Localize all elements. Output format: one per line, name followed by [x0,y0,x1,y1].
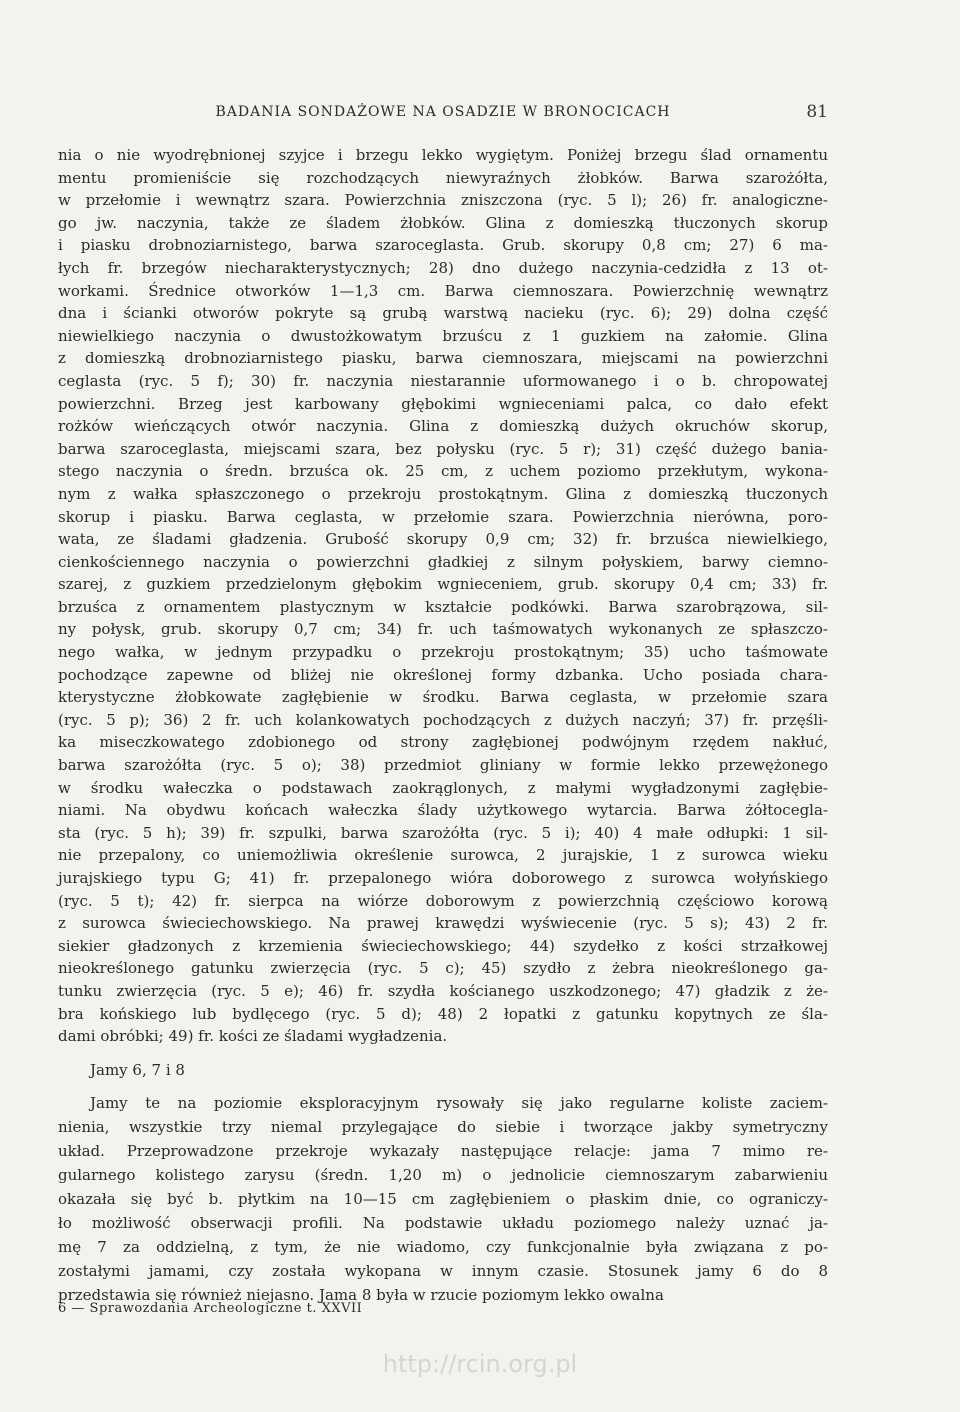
text-line: rożków wieńczących otwór naczynia. Glina z domieszką dużych okruchów skorup, [58,417,828,436]
page-number: 81 [806,102,828,122]
text-line: nia o nie wyodrębnionej szyjce i brzegu lekko wygiętym. Poniżej brzegu ślad ornamentu [58,146,828,164]
text-line: sta (ryc. 5 h); 39) fr. szpulki, barwa szarożółta (ryc. 5 i); 40) 4 małe odłupki: 1 sil- [58,823,828,842]
text-line: mę 7 za oddzielną, z tym, że nie wiadomo, czy funkcjonalnie była związana z po- [58,1238,828,1256]
text-line: ceglasta (ryc. 5 f); 30) fr. naczynia niestarannie uformowanego i o b. chropowatej [58,371,828,390]
text-line: nie przepalony, co uniemożliwia określenie surowca, 2 jurajskie, 1 z surowca wieku [58,846,828,865]
text-line: go jw. naczynia, także ze śladem żłobków. Glina z domieszką tłuczonych skorup [58,213,828,232]
text-line: dami obróbki; 49) fr. kości ze śladami wygładzenia. [58,1027,448,1046]
text-line: nym z wałka spłaszczonego o przekroju prostokątnym. Glina z domieszką tłuczonych [58,484,828,503]
text-line: dna i ścianki otworów pokryte są grubą warstwą nacieku (ryc. 6); 29) dolna część [58,304,828,323]
text-line: z domieszką drobnoziarnistego piasku, barwa ciemnoszara, miejscami na powierzchni [58,349,828,368]
text-line: mentu promieniście się rozchodzących niewyraźnych żłobków. Barwa szarożółta, [58,168,828,187]
text-line: ny połysk, grub. skorupy 0,7 cm; 34) fr. uch taśmowatych wykonanych ze spłaszczo- [58,620,828,639]
text-line: kterystyczne żłobkowate zagłębienie w środku. Barwa ceglasta, w przełomie szara [58,688,828,707]
text-line: niami. Na obydwu końcach wałeczka ślady użytkowego wytarcia. Barwa żółtocegla- [58,801,828,820]
text-line: barwa szarożółta (ryc. 5 o); 38) przedmiot gliniany w formie lekko przewężonego [58,756,828,775]
text-line: niewielkiego naczynia o dwustożkowatym brzuścu z 1 guzkiem na załomie. Glina [58,326,828,345]
text-line: w przełomie i wewnątrz szara. Powierzchnia zniszczona (ryc. 5 l); 26) fr. analogiczne- [58,191,828,210]
text-line: workami. Średnice otworków 1—1,3 cm. Barwa ciemnoszara. Powierzchnię wewnątrz [58,281,828,300]
body-text [58,144,828,1048]
text-line: ka miseczkowatego zdobionego od strony zagłębionej podwójnym rzędem nakłuć, [58,733,828,752]
footnote: 6 — Sprawozdania Archeologiczne t. XXVII [58,1301,363,1316]
text-line: (ryc. 5 p); 36) 2 fr. uch kolankowatych pochodzących z dużych naczyń; 37) fr. przęśli- [58,710,828,729]
text-line: pochodzące zapewne od bliżej nie określonej formy dzbanka. Ucho posiada chara- [58,665,828,684]
text-line: bra końskiego lub bydlęcego (ryc. 5 d); 48) 2 łopatki z gatunku kopytnych ze śla- [58,1004,828,1023]
text-line: okazała się być b. płytkim na 10—15 cm zagłębieniem o płaskim dnie, co ograniczy- [58,1190,828,1208]
text-line: Jamy te na poziomie eksploracyjnym rysowały się jako regularne koliste zaciem- [90,1094,828,1112]
text-line: jurajskiego typu G; 41) fr. przepalonego wióra doborowego z surowca wołyńskiego [58,869,828,887]
text-line: nienia, wszystkie trzy niemal przylegające do siebie i tworzące jakby symetryczny [58,1118,828,1136]
text-line: nieokreślonego gatunku zwierzęcia (ryc. 5 c); 45) szydło z żebra nieokreślonego ga- [58,959,828,978]
text-line: przedstawia się również niejasno. Jama 8 była w rzucie poziomym lekko owalna [58,1286,664,1304]
text-line: z surowca świeciechowskiego. Na prawej krawędzi wyświecenie (ryc. 5 s); 43) 2 fr. [58,914,828,933]
text-line: stego naczynia o średn. brzuśca ok. 25 cm, z uchem poziomo przekłutym, wykona- [58,462,828,481]
text-line: brzuśca z ornamentem plastycznym w kształcie podkówki. Barwa szarobrązowa, sil- [58,597,828,616]
running-header: BADANIA SONDAŻOWE NA OSADZIE W BRONOCICACH [215,104,671,120]
text-line: (ryc. 5 t); 42) fr. sierpca na wiórze doborowym z powierzchnią częściowo korową [58,891,828,910]
text-line: gularnego kolistego zarysu (średn. 1,20 m) o jednolicie ciemnoszarym zabarwieniu [58,1166,828,1184]
section-heading: Jamy 6, 7 i 8 [90,1061,185,1079]
text-line: zostałymi jamami, czy została wykopana w innym czasie. Stosunek jamy 6 do 8 [58,1262,828,1280]
text-line: powierzchni. Brzeg jest karbowany głębokimi wgnieceniami palca, co dało efekt [58,394,828,413]
watermark: http://rcin.org.pl [382,1350,578,1378]
text-line: łych fr. brzegów niecharakterystycznych; 28) dno dużego naczynia-cedzidła z 13 ot- [58,258,828,277]
text-line: barwa szaroceglasta, miejscami szara, bez połysku (ryc. 5 r); 31) część dużego bania- [58,439,828,458]
text-line: układ. Przeprowadzone przekroje wykazały następujące relacje: jama 7 mimo re- [58,1142,828,1160]
text-line: skorup i piasku. Barwa ceglasta, w przełomie szara. Powierzchnia nierówna, poro- [58,507,828,526]
text-line: w środku wałeczka o podstawach zaokrąglonych, z małymi wygładzonymi zagłębie- [58,778,828,797]
text-line: siekier gładzonych z krzemienia świeciechowskiego; 44) szydełko z kości strzałkowej [58,936,828,955]
text-line: tunku zwierzęcia (ryc. 5 e); 46) fr. szydła kościanego uszkodzonego; 47) gładzik z że- [58,981,828,1000]
text-line: nego wałka, w jednym przypadku o przekroju prostokątnym; 35) ucho taśmowate [58,643,828,662]
text-line: ło możliwość obserwacji profili. Na podstawie układu poziomego należy uznać ja- [58,1214,828,1232]
text-line: cienkościennego naczynia o powierzchni gładkiej z silnym połyskiem, barwy ciemno- [58,552,828,571]
text-line: szarej, z guzkiem przedzielonym głębokim wgnieceniem, grub. skorupy 0,4 cm; 33) fr. [58,575,828,594]
text-line: wata, ze śladami gładzenia. Grubość skorupy 0,9 cm; 32) fr. brzuśca niewielkiego, [58,530,828,549]
text-line: i piasku drobnoziarnistego, barwa szaroceglasta. Grub. skorupy 0,8 cm; 27) 6 ma- [58,236,828,255]
section-text [58,1091,828,1307]
